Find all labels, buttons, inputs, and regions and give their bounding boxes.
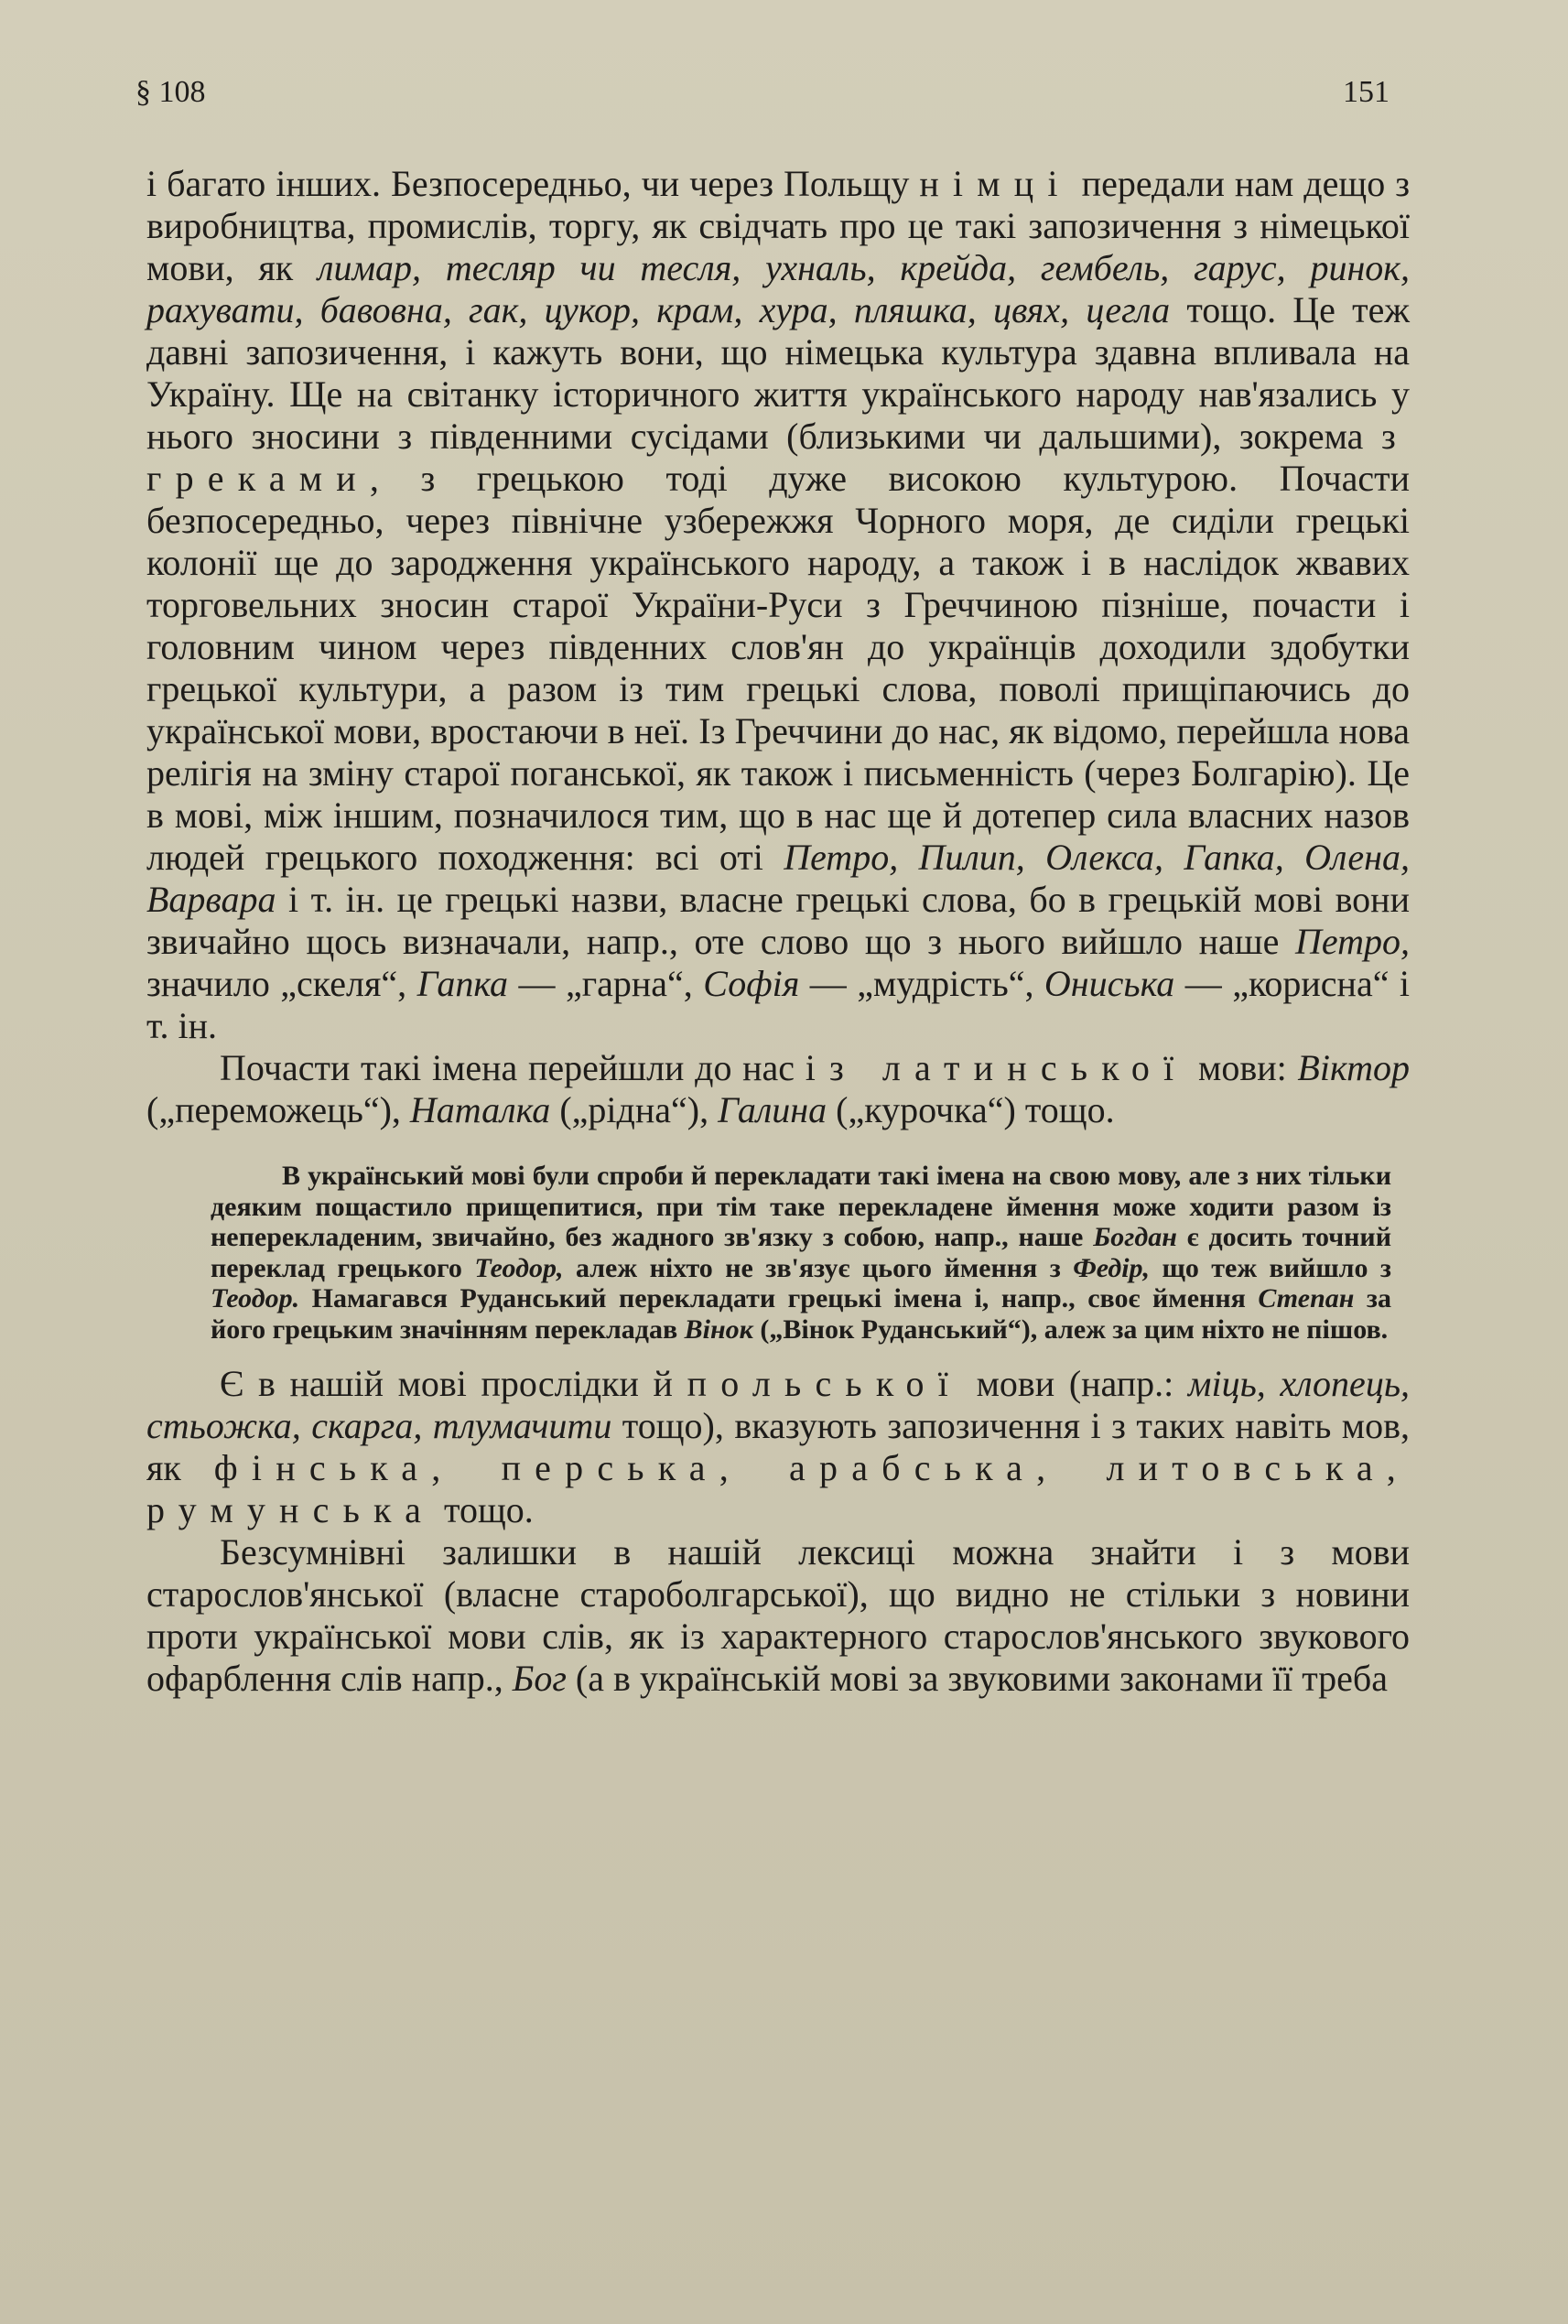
paragraph-other-languages: Є в нашій мові прослідки й польської мови (напр.: міць, хлопець, стьожка, скарга, тлумачити тощо), вказують запозичення і з таких навіть мов, як фінська, перська, арабська, литовська, румунська тощо. bbox=[146, 1363, 1411, 1530]
paragraph-old-church-slavonic: Безсумнівні залишки в нашій лексиці можна знайти і з мови старослов'янської (власне староболгарської), що видно не стільки з новини проти української мови слів, як із характерного старослов'янського звукового офарблення слів напр., Бог (а в українській мові за звуковими законами її треба bbox=[146, 1531, 1410, 1699]
paragraph-german-greek-loans: і багато інших. Безпосередньо, чи через Польщу німці передали нам дещо з виробництва, промислів, торгу, як свідчать про це такі запозичення з німецької мови, як лимар, тесляр чи тесля, ухналь, крейда, гембель, гарус, ринок, рахувати, бавовна, гак, цукор, крам, хура, пляшка, цвях, цегла тощо. Це теж давні запозичення, і кажуть вони, що німецька культура здавна впливала на Україну. Ще на світанку історичного життя українського народу нав'язались у нього зносини з південними сусідами (близькими чи дальшими), зокрема з греками, з грецькою тоді дуже високою культурою. Почасти безпосередньо, через північне узбережжя Чорного моря, де сиділи грецькі колонії ще до зародження українського народу, а також і в наслідок жвавих торговельних зносин старої України-Руси з Греччиною пізніше, почасти і головним чином через південних слов'ян до українців доходили здобутки грецької культури, а разом із тим грецькі слова, поволі прищіпаючись до української мови, вростаючи в неї. Із Греччини до нас, як відомо, перейшла нова релігія на зміну старої поганської, як також і письменність (через Болгарію). Це в мові, між іншим, позначилося тим, що в нас ще й дотепер сила власних назов людей грецького походження: всі оті Петро, Пилип, Олекса, Гапка, Олена, Варвара і т. ін. це грецькі назви, власне грецькі слова, бо в грецькій мові вони звичайно щось визначали, напр., оте слово що з нього вийшло наше Петро, значило „скеля“, Гапка — „гарна“, Софія — „мудрість“, Ониська — „корисна“ і т. ін. bbox=[146, 163, 1411, 1046]
page-number: 151 bbox=[1343, 75, 1390, 109]
paragraph-latin-names: Почасти такі імена перейшли до нас із латинської мови: Віктор („переможець“), Наталка („рідна“), Галина („курочка“) тощо. bbox=[146, 1047, 1411, 1130]
footnote-name-translation: В український мові були спроби й перекладати такі імена на свою мову, але з них тільки деяким пощастило прищепитися, при тім таке перекладене ймення може ходити разом із неперекладеним, звичайно, без жадного зв'язку з собою, напр., наше Богдан є досить точний переклад грецького Теодор, алеж ніхто не зв'язує цього ймення з Федір, що теж вийшло з Теодор. Намагався Руданський перекладати грецькі імена і, напр., своє ймення Степан за його грецьким значінням перекладав Вінок („Вінок Руданський“), алеж за цим ніхто не пішов. bbox=[211, 1161, 1391, 1345]
section-number: § 108 bbox=[135, 75, 206, 109]
body-text bbox=[146, 163, 1410, 1700]
running-head bbox=[135, 75, 1390, 121]
